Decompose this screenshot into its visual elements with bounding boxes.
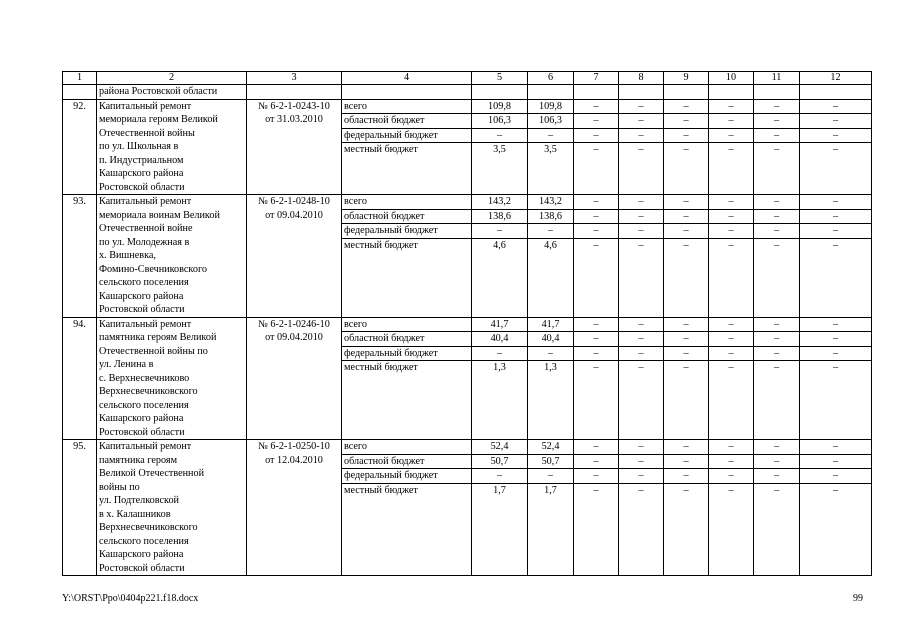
amount-c9: – xyxy=(664,114,709,129)
amount-c12: – xyxy=(800,317,872,332)
amount-c12: – xyxy=(800,209,872,224)
object-name: Капитальный ремонт мемориала воинам Великой Отечественной войне по ул. Молодежная в х. Вишневка, Фомино-Свечниковского сельского поселения Кашарского района Ростовской области xyxy=(97,195,247,318)
amount-c12: – xyxy=(800,114,872,129)
budget-table xyxy=(62,71,872,576)
object-name: Капитальный ремонт памятника героям Великой Отечественной войны по ул. Ленина в с. Верхнесвечниково Верхнесвечниковского сельского поселения Кашарского района Ростовской области xyxy=(97,317,247,440)
amount-c10: – xyxy=(709,143,754,195)
funding-source: местный бюджет xyxy=(342,483,472,576)
amount-c11: – xyxy=(754,143,800,195)
amount-c6: 41,7 xyxy=(528,317,574,332)
amount-c8: – xyxy=(619,440,664,455)
continuation-text: района Ростовской области xyxy=(97,85,247,100)
amount-c8: – xyxy=(619,209,664,224)
amount-c10: – xyxy=(709,317,754,332)
amount-c10: – xyxy=(709,128,754,143)
amount-c6: 1,3 xyxy=(528,361,574,440)
amount-c7: – xyxy=(574,440,619,455)
amount-c7: – xyxy=(574,361,619,440)
column-number-4: 4 xyxy=(342,72,472,85)
contract-number: № 6-2-1-0250-10 от 12.04.2010 xyxy=(247,440,342,576)
column-number-7: 7 xyxy=(574,72,619,85)
amount-c9: – xyxy=(664,440,709,455)
amount-c7: – xyxy=(574,483,619,576)
column-number-2: 2 xyxy=(97,72,247,85)
amount-c12: – xyxy=(800,99,872,114)
table-row xyxy=(63,317,872,332)
column-number-12: 12 xyxy=(800,72,872,85)
amount-c10: – xyxy=(709,195,754,210)
amount-c7: – xyxy=(574,209,619,224)
table-row xyxy=(63,440,872,455)
amount-c12: – xyxy=(800,440,872,455)
amount-c8: – xyxy=(619,238,664,317)
amount-c10: – xyxy=(709,224,754,239)
amount-c7: – xyxy=(574,454,619,469)
amount-c9: – xyxy=(664,209,709,224)
continuation-num-cell xyxy=(63,85,97,100)
funding-source: областной бюджет xyxy=(342,209,472,224)
table-row xyxy=(63,99,872,114)
amount-c7: – xyxy=(574,346,619,361)
amount-c12: – xyxy=(800,143,872,195)
funding-source: местный бюджет xyxy=(342,238,472,317)
amount-c7: – xyxy=(574,224,619,239)
continuation-row xyxy=(63,85,872,100)
contract-number: № 6-2-1-0248-10 от 09.04.2010 xyxy=(247,195,342,318)
amount-c5: 109,8 xyxy=(472,99,528,114)
file-path: Y:\ORST\Ppo\0404p221.f18.docx xyxy=(62,593,199,604)
amount-c10: – xyxy=(709,99,754,114)
amount-c10: – xyxy=(709,469,754,484)
amount-c9: – xyxy=(664,195,709,210)
amount-c12: – xyxy=(800,195,872,210)
entry-number: 94. xyxy=(63,317,97,440)
amount-c5: 143,2 xyxy=(472,195,528,210)
amount-c8: – xyxy=(619,346,664,361)
amount-c11: – xyxy=(754,332,800,347)
amount-c12: – xyxy=(800,469,872,484)
object-name: Капитальный ремонт мемориала героям Великой Отечественной войны по ул. Школьная в п. Индустриальном Кашарского района Ростовской области xyxy=(97,99,247,195)
amount-c12: – xyxy=(800,454,872,469)
amount-c8: – xyxy=(619,114,664,129)
column-number-10: 10 xyxy=(709,72,754,85)
amount-c7: – xyxy=(574,99,619,114)
table-row xyxy=(63,195,872,210)
funding-source: всего xyxy=(342,317,472,332)
amount-c11: – xyxy=(754,346,800,361)
funding-source: федеральный бюджет xyxy=(342,224,472,239)
amount-c7: – xyxy=(574,469,619,484)
amount-c10: – xyxy=(709,209,754,224)
amount-c10: – xyxy=(709,483,754,576)
amount-c12: – xyxy=(800,483,872,576)
amount-c9: – xyxy=(664,361,709,440)
amount-c6: 3,5 xyxy=(528,143,574,195)
amount-c5: 3,5 xyxy=(472,143,528,195)
amount-c11: – xyxy=(754,238,800,317)
column-number-6: 6 xyxy=(528,72,574,85)
amount-c6: – xyxy=(528,469,574,484)
amount-c5: – xyxy=(472,224,528,239)
contract-number: № 6-2-1-0246-10 от 09.04.2010 xyxy=(247,317,342,440)
amount-c8: – xyxy=(619,454,664,469)
amount-c11: – xyxy=(754,469,800,484)
amount-c11: – xyxy=(754,454,800,469)
amount-c11: – xyxy=(754,114,800,129)
amount-c11: – xyxy=(754,99,800,114)
amount-c6: – xyxy=(528,346,574,361)
amount-c8: – xyxy=(619,483,664,576)
amount-c11: – xyxy=(754,440,800,455)
column-number-row xyxy=(63,72,872,85)
entry-number: 92. xyxy=(63,99,97,195)
amount-c12: – xyxy=(800,346,872,361)
amount-c5: – xyxy=(472,469,528,484)
amount-c5: 1,3 xyxy=(472,361,528,440)
amount-c5: 52,4 xyxy=(472,440,528,455)
amount-c9: – xyxy=(664,128,709,143)
object-name: Капитальный ремонт памятника героям Великой Отечественной войны по ул. Подтелковской в х. Калашников Верхнесвечниковского сельского поселения Кашарского района Ростовской области xyxy=(97,440,247,576)
amount-c8: – xyxy=(619,99,664,114)
column-number-8: 8 xyxy=(619,72,664,85)
amount-c6: 50,7 xyxy=(528,454,574,469)
amount-c5: – xyxy=(472,346,528,361)
amount-c6: 143,2 xyxy=(528,195,574,210)
funding-source: областной бюджет xyxy=(342,114,472,129)
amount-c10: – xyxy=(709,454,754,469)
amount-c5: 40,4 xyxy=(472,332,528,347)
funding-source: федеральный бюджет xyxy=(342,346,472,361)
funding-source: местный бюджет xyxy=(342,361,472,440)
amount-c9: – xyxy=(664,317,709,332)
funding-source: всего xyxy=(342,99,472,114)
amount-c11: – xyxy=(754,224,800,239)
column-number-1: 1 xyxy=(63,72,97,85)
amount-c9: – xyxy=(664,224,709,239)
funding-source: федеральный бюджет xyxy=(342,469,472,484)
amount-c10: – xyxy=(709,114,754,129)
amount-c8: – xyxy=(619,361,664,440)
amount-c6: 4,6 xyxy=(528,238,574,317)
amount-c10: – xyxy=(709,361,754,440)
amount-c7: – xyxy=(574,114,619,129)
amount-c11: – xyxy=(754,483,800,576)
amount-c12: – xyxy=(800,238,872,317)
amount-c11: – xyxy=(754,209,800,224)
amount-c6: 109,8 xyxy=(528,99,574,114)
funding-source: местный бюджет xyxy=(342,143,472,195)
amount-c8: – xyxy=(619,317,664,332)
amount-c8: – xyxy=(619,143,664,195)
entry-number: 95. xyxy=(63,440,97,576)
entry-number: 93. xyxy=(63,195,97,318)
funding-source: всего xyxy=(342,195,472,210)
amount-c10: – xyxy=(709,238,754,317)
amount-c8: – xyxy=(619,128,664,143)
amount-c12: – xyxy=(800,128,872,143)
funding-source: федеральный бюджет xyxy=(342,128,472,143)
amount-c9: – xyxy=(664,469,709,484)
amount-c12: – xyxy=(800,361,872,440)
amount-c5: 41,7 xyxy=(472,317,528,332)
amount-c9: – xyxy=(664,238,709,317)
amount-c9: – xyxy=(664,454,709,469)
contract-number: № 6-2-1-0243-10 от 31.03.2010 xyxy=(247,99,342,195)
amount-c11: – xyxy=(754,195,800,210)
column-number-5: 5 xyxy=(472,72,528,85)
amount-c6: – xyxy=(528,128,574,143)
amount-c9: – xyxy=(664,346,709,361)
amount-c6: – xyxy=(528,224,574,239)
funding-source: областной бюджет xyxy=(342,332,472,347)
amount-c12: – xyxy=(800,224,872,239)
page-number: 99 xyxy=(853,593,863,604)
amount-c9: – xyxy=(664,143,709,195)
amount-c8: – xyxy=(619,332,664,347)
amount-c5: 1,7 xyxy=(472,483,528,576)
amount-c6: 52,4 xyxy=(528,440,574,455)
amount-c5: 106,3 xyxy=(472,114,528,129)
amount-c8: – xyxy=(619,195,664,210)
amount-c5: 138,6 xyxy=(472,209,528,224)
amount-c5: 4,6 xyxy=(472,238,528,317)
funding-source: областной бюджет xyxy=(342,454,472,469)
amount-c11: – xyxy=(754,317,800,332)
amount-c8: – xyxy=(619,224,664,239)
amount-c6: 40,4 xyxy=(528,332,574,347)
amount-c9: – xyxy=(664,99,709,114)
amount-c6: 138,6 xyxy=(528,209,574,224)
amount-c6: 1,7 xyxy=(528,483,574,576)
amount-c12: – xyxy=(800,332,872,347)
amount-c9: – xyxy=(664,332,709,347)
amount-c11: – xyxy=(754,361,800,440)
amount-c7: – xyxy=(574,332,619,347)
amount-c9: – xyxy=(664,483,709,576)
amount-c6: 106,3 xyxy=(528,114,574,129)
funding-source: всего xyxy=(342,440,472,455)
amount-c7: – xyxy=(574,195,619,210)
amount-c10: – xyxy=(709,440,754,455)
amount-c7: – xyxy=(574,128,619,143)
amount-c8: – xyxy=(619,469,664,484)
amount-c5: – xyxy=(472,128,528,143)
amount-c7: – xyxy=(574,238,619,317)
amount-c11: – xyxy=(754,128,800,143)
amount-c7: – xyxy=(574,143,619,195)
column-number-3: 3 xyxy=(247,72,342,85)
amount-c10: – xyxy=(709,346,754,361)
amount-c7: – xyxy=(574,317,619,332)
amount-c10: – xyxy=(709,332,754,347)
amount-c5: 50,7 xyxy=(472,454,528,469)
column-number-11: 11 xyxy=(754,72,800,85)
column-number-9: 9 xyxy=(664,72,709,85)
